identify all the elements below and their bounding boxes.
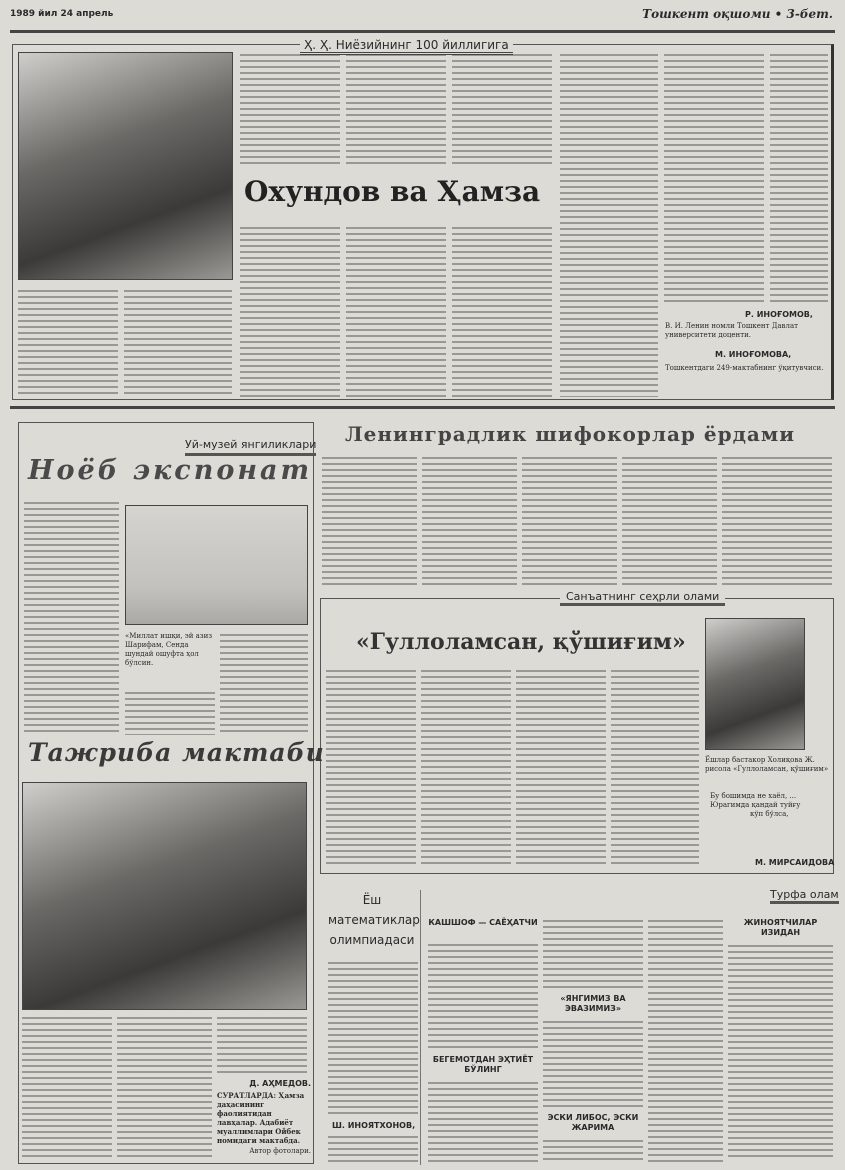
olympiad-headline-1: Ёш	[362, 893, 382, 907]
museum-kicker: Уй-музей янгиликлари	[185, 438, 316, 456]
poem-line: Бу бошимда не хаёл, ...	[710, 792, 797, 800]
world-item-3: «ЯНГИМИЗ ВА ЭВАЗИМИЗ»	[560, 994, 626, 1013]
text-column	[452, 225, 552, 397]
text-column	[648, 918, 723, 1162]
text-column	[240, 225, 340, 397]
text-column	[421, 668, 511, 868]
museum-headline: Ноёб экспонат	[28, 455, 313, 486]
art-caption: Ёшлар бастакор Холиқова Ж. рисола «Гуллоламсан, қўшиғим»	[705, 756, 829, 773]
letter-exhibit-photo	[125, 505, 308, 625]
text-column	[328, 1134, 418, 1162]
art-kicker: Санъатнинг сеҳрли олами	[560, 590, 725, 606]
school-caption: СУРАТЛАРДА: Ҳамза даҳасининг фаолиятидан лавҳалар. Адабиёт муаллимлари Ойбек номидаги мактабда.	[217, 1091, 305, 1145]
world-item-5: ЖИНОЯТЧИЛАР ИЗИДАН	[743, 918, 818, 937]
art-signature: М. МИРСАИДОВА	[755, 858, 835, 867]
poem-line: Юрагимда қандай туйғу	[710, 801, 801, 809]
text-column	[124, 288, 232, 396]
leningrad-headline: Ленинградлик шифокорлар ёрдами	[345, 422, 796, 446]
masthead-rule	[10, 30, 835, 33]
school-headline: Тажриба мактаби	[28, 738, 325, 767]
olympiad-headline-3: олимпиадаси	[329, 933, 415, 947]
text-column	[346, 225, 446, 397]
portrait-photo	[18, 52, 233, 280]
text-column	[18, 288, 118, 396]
school-footer	[217, 1079, 311, 1156]
text-column	[125, 690, 215, 735]
art-poem	[710, 792, 800, 819]
art-headline: «Гуллоламсан, қўшиғим»	[356, 629, 686, 655]
issue-date: 1989 йил 24 апрель	[10, 9, 114, 19]
world-kicker: Турфа олам	[770, 888, 839, 904]
text-column	[770, 52, 828, 302]
text-column	[452, 52, 552, 167]
text-column	[422, 455, 517, 585]
column-rule	[420, 890, 421, 1165]
poem-line: кўп бўлса,	[750, 810, 789, 818]
text-column	[240, 52, 340, 167]
school-signature: Д. АҲМЕДОВ.	[249, 1079, 311, 1088]
olympiad-headline-2: математиклар	[328, 913, 420, 927]
olympiad-headline	[328, 890, 420, 950]
world-item-2: БЕГЕМОТДАН ЭҲТИЁТ БЎЛИНГ	[432, 1055, 534, 1074]
text-column	[322, 455, 417, 585]
text-column	[664, 52, 764, 302]
text-column	[728, 943, 833, 1157]
text-column	[117, 1015, 212, 1160]
section-rule	[10, 406, 835, 409]
top-kicker: Ҳ. Ҳ. Ниёзийнинг 100 йиллигига	[300, 38, 513, 55]
text-column	[217, 1015, 307, 1075]
text-column	[346, 52, 446, 167]
top-headline: Охундов ва Ҳамза	[244, 175, 541, 208]
world-item-4: ЭСКИ ЛИБОС, ЭСКИ ЖАРИМА	[547, 1113, 639, 1132]
text-column	[560, 52, 658, 397]
poem-quote: «Миллат ишқи, эй азиз Шарифам, Сенда шундай ошуфта ҳол бўлсин.	[125, 632, 213, 667]
text-column	[428, 942, 538, 1050]
text-column	[24, 500, 119, 735]
top-signature-1: Р. ИНОҒОМОВ,	[745, 310, 813, 319]
text-column	[543, 918, 643, 990]
text-column	[220, 632, 308, 735]
school-photo	[22, 782, 307, 1010]
text-column	[622, 455, 717, 585]
top-signature-2: М. ИНОҒОМОВА,	[715, 350, 792, 359]
paper-page: Тошкент оқшоми • 3-бет.	[642, 7, 833, 21]
photo-credit: Автор фотолари.	[249, 1147, 311, 1155]
top-signature-1-note: В. И. Ленин номли Тошкент Давлат университети доценти.	[665, 322, 798, 339]
text-column	[22, 1015, 112, 1160]
text-column	[522, 455, 617, 585]
text-column	[543, 1138, 643, 1162]
top-signature-2-note: Тошкентдаги 249-мактабнинг ўқитувчиси.	[665, 364, 824, 372]
text-column	[328, 960, 418, 1118]
text-column	[326, 668, 416, 868]
text-column	[543, 1019, 643, 1109]
text-column	[516, 668, 606, 868]
text-column	[722, 455, 832, 585]
text-column	[428, 1080, 538, 1162]
singer-photo	[705, 618, 805, 750]
world-item-1: КАШШОФ — САЁҲАТЧИ	[428, 918, 538, 927]
olympiad-signature: Ш. ИНОЯТХОНОВ,	[332, 1121, 416, 1130]
text-column	[611, 668, 699, 868]
